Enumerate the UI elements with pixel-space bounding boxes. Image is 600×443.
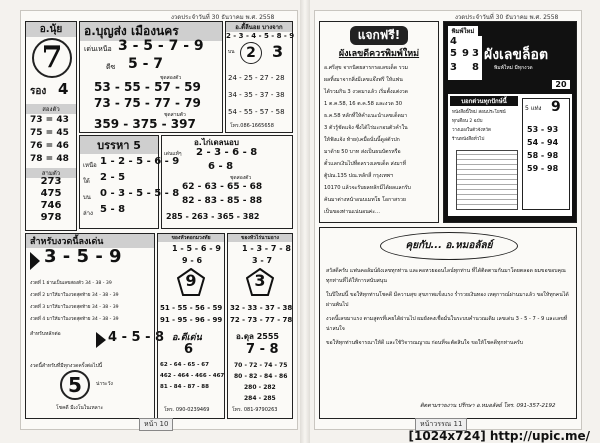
banha-label: ใต้ xyxy=(83,178,90,185)
nui-round-value: 4 xyxy=(58,80,69,98)
nui-threes xyxy=(26,176,76,224)
banha-label: ล่าง xyxy=(83,210,93,217)
free-line: ให้ฟังแจ้ง ท้าย(เคมื่อนั่นนี้ดูล่ตัวปก xyxy=(324,137,400,143)
highlight-circle-label: น่าระวัง xyxy=(96,381,113,387)
letter-box xyxy=(319,227,577,419)
highlight-box xyxy=(25,233,165,419)
ad-grid-cell: 3 xyxy=(472,48,479,59)
dul-list-item: 280 - 282 xyxy=(244,384,276,391)
kaidel-name: อ.ไก่เดลนอบ xyxy=(194,138,239,147)
kaidel-mid: 6 - 8 xyxy=(208,161,234,172)
dul-pairs xyxy=(230,302,292,326)
free-line: มาด้าย 50 บาท ส่งเป็นธนบัตรหรือ xyxy=(324,149,401,155)
banha-label: เหนือ xyxy=(83,162,97,169)
left-header: งวดประจำวันที่ 30 ธันวาคม พ.ศ. 2558 xyxy=(171,14,275,21)
letter-paragraph: งวดนี้เลขมาแรง ตามสูตรที่เคยได้ผ่านไป ผมยังคงเชื่อมั่นในระบบคำนวณเดิม เลขเด่น 3 - 5 - 7 - 9 และเลขที่น่าสนใจ xyxy=(326,316,568,332)
dul-pent: 3 xyxy=(254,271,266,290)
deelee-pair-left: 2 xyxy=(240,42,262,64)
dee-den-name: อ.ดีเด่น xyxy=(172,333,202,343)
nui-pair: 78 = 48 xyxy=(30,154,69,164)
banha-labels xyxy=(83,158,97,222)
boonsong-set-row: 73 - 75 - 77 - 79 xyxy=(94,96,201,110)
deelee-row: 54 - 55 - 57 - 58 xyxy=(228,108,285,116)
dee-den-pent: 9 xyxy=(185,271,197,290)
ad-side-list xyxy=(527,123,558,175)
dee-den-list-item: 81 - 84 - 87 - 88 xyxy=(160,384,209,390)
dee-den-phone: โทร. 090-0239469 xyxy=(164,407,210,413)
nui-round-label: รอง xyxy=(30,86,47,97)
boonsong-row1-label: เด่นเหนือ xyxy=(84,45,112,53)
dee-den-row: 9 - 6 xyxy=(182,256,203,265)
left-page xyxy=(20,10,298,430)
deelee-rows xyxy=(228,70,285,121)
nui-big-number: 7 xyxy=(32,38,72,78)
dul-big: 7 - 8 xyxy=(246,342,279,357)
boonsong-three-label: ชุดสามตัว xyxy=(164,112,186,118)
spine xyxy=(300,0,310,443)
ad-grid-cell: 9 xyxy=(462,48,469,59)
highlight-footer-text: งวดนี้สำหรับที่มีทุกงวดครั้งต่อไปนี้ xyxy=(30,363,103,369)
free-line: ตั๋วแลกเงินไปที่ดลรวงเลขเด็ด ส่งมาที่ xyxy=(324,161,407,167)
dee-den-list-item: 62 - 64 - 65 - 67 xyxy=(160,362,209,368)
free-body xyxy=(324,62,411,218)
dee-den-list xyxy=(160,360,224,393)
ad-lower-lines xyxy=(452,108,506,144)
dul-pair: 72 - 73 - 77 - 78 xyxy=(230,316,293,324)
right-page xyxy=(314,10,582,430)
dee-den-list-item: 462 - 464 - 466 - 467 xyxy=(160,373,225,379)
ad-lower-line: วางแผงในตัวจังหวัด xyxy=(452,128,491,133)
ad-side-label: 5 แท่ง xyxy=(525,105,542,112)
highlight-line: งวดที่ 1 ผ่านเป็นเลขสองตัว 34 - 38 - 39 xyxy=(30,281,112,286)
boonsong-box xyxy=(79,21,223,133)
free-title: แจกฟรี! xyxy=(350,26,408,45)
ad-box xyxy=(443,21,577,223)
dul-list-item: 80 - 82 - 84 - 86 xyxy=(234,373,288,380)
free-line: เป็นของท่านแน่นอนค่ะ... xyxy=(324,209,380,215)
banha-value: 5 - 8 xyxy=(100,204,126,215)
dee-den-box xyxy=(157,233,225,419)
nui-three: 746 xyxy=(40,200,62,211)
free-line: ค้นมาต่างหน้าอนบเมทโย โอกาสรวย xyxy=(324,197,406,203)
highlight-line: งวดที่ 2 มาให้มาในงวดสุดท้าย 34 - 38 - 39 xyxy=(30,293,119,298)
kaidel-top-label: เด่นแท้ๆ xyxy=(164,151,182,157)
letter-body xyxy=(326,266,570,352)
ad-side-item: 54 - 94 xyxy=(527,138,559,147)
letter-heading: คุยกับ... อ.หมอลัลย์ xyxy=(380,232,518,260)
ad-side-item: 59 - 98 xyxy=(527,164,559,173)
dee-den-row: 1 - 5 - 6 - 9 xyxy=(172,244,221,253)
kaidel-top: 2 - 3 - 6 - 8 xyxy=(196,147,258,158)
nui-pair: 73 = 43 xyxy=(30,115,69,125)
nui-pair: 76 = 46 xyxy=(30,141,69,151)
kaidel-tail: 285 - 263 - 365 - 382 xyxy=(166,212,260,221)
kaidel-box xyxy=(161,135,293,229)
ad-side-item: 53 - 93 xyxy=(527,125,559,134)
ad-tag: พิมพ์ใหม่ xyxy=(448,26,478,36)
dee-den-title: ของหัวดอกมวงทัย xyxy=(158,234,224,242)
dul-list xyxy=(234,360,287,404)
banha-value: 0 - 3 - 5 - 5 - 8 xyxy=(100,188,180,199)
highlight-tail: โชคดี มีเงโนในเหลาะ xyxy=(56,405,104,411)
nui-sub-label: สองตัว xyxy=(26,104,76,114)
highlight-line: งวดที่ 3 มาให้มาในงวดสุดท้าย 34 - 38 - 39 xyxy=(30,305,119,310)
dul-list-item: 70 - 72 - 74 - 75 xyxy=(234,362,288,369)
deelee-phone: โทร.086-1665658 xyxy=(230,123,274,129)
deelee-row: 34 - 35 - 37 - 38 xyxy=(228,91,285,99)
nui-three: 273 xyxy=(40,176,62,187)
dee-den-pair: 91 - 95 - 96 - 99 xyxy=(160,316,223,324)
boonsong-three-value: 359 - 375 - 397 xyxy=(94,117,196,131)
letter-paragraph: ขอให้ทุกท่านพิจารณาให้ดี และใช้วิจารณญาณ ก่อนที่จะตัดสินใจ ขอให้โชคดีทุกท่านครับ xyxy=(326,340,523,346)
dul-phone: โทร. 081-9790263 xyxy=(232,407,278,413)
free-sub: ผังเลขดีควรพิมพ์ใหม่ xyxy=(338,49,420,59)
ad-grid-cell: 5 xyxy=(450,48,457,59)
ad-subtitle: พิมพ์ใหม่ มีทุกงวด xyxy=(494,65,533,71)
banha-label: บน xyxy=(83,194,91,201)
free-line: ผลทิ้งมาจากสิ่งมีเลขแจ๊งฟรี ให้แฟน xyxy=(324,77,403,83)
dul-name: อ.ดุล 2555 xyxy=(236,332,279,341)
kaidel-set-row: 82 - 83 - 85 - 88 xyxy=(182,196,263,206)
highlight-line: งวดที่ 4 มาให้มาในงวดสุดท้าย 34 - 38 - 39 xyxy=(30,317,119,322)
ad-side-num: 9 xyxy=(551,99,561,115)
dee-den-pairs xyxy=(160,302,222,326)
right-page-number: หน้าวรรณ 11 xyxy=(415,418,467,431)
deelee-sub: บน xyxy=(228,49,235,55)
nui-title: อ.นุ้ย xyxy=(26,22,76,37)
arrow-right-icon xyxy=(30,252,40,270)
dul-box xyxy=(227,233,293,419)
dul-list-item: 284 - 285 xyxy=(244,395,276,402)
ad-lower xyxy=(448,94,572,216)
highlight-big-row: 3 - 5 - 9 xyxy=(44,246,122,267)
banha-banner: บรรหา 5 xyxy=(80,136,158,154)
ad-lower-line: ร้านหนังสือทั่วไป xyxy=(452,137,485,142)
dul-pair: 32 - 33 - 37 - 38 xyxy=(230,304,293,312)
banha-value: 1 - 2 - 5 - 6 - 9 xyxy=(100,156,180,167)
ad-side-item: 58 - 98 xyxy=(527,151,559,160)
letter-signature: ติดตามรายงาน ปรึกษา อ.หมอลัลย์ โทร. 091-357-2192 xyxy=(420,403,556,409)
free-line: 10170 แล้วจะรับผลหลักมีได้ผลแลกรับ xyxy=(324,185,411,191)
deelee-row: 24 - 25 - 27 - 28 xyxy=(228,74,285,82)
deelee-pair-right: 3 xyxy=(272,42,284,61)
ad-grid xyxy=(448,36,482,80)
letter-paragraph: ในปีใหม่นี้ ขอให้ทุกท่านโชคดี มีความสุข สุขภาพแข็งแรง ร่ำรวยเงินทอง เหตุการณ์ผ่านมาแล้ว ขอให้ทุกคนได้ผ่านพ้นไป xyxy=(326,292,569,308)
kaidel-set-row: 62 - 63 - 65 - 68 xyxy=(182,182,263,192)
ad-title: ผังเลขล็อต xyxy=(484,47,549,63)
free-line: 3 ตัวรู้ชัดแจ้ง ซึ่งได้ไร่มะกอนตัวคำใน xyxy=(324,125,408,131)
highlight-arrow-label: สำหรับหลักต่อ xyxy=(30,331,61,337)
highlight-arrow-row: 4 - 5 - 8 xyxy=(108,330,165,345)
ad-grid-cell: 3 xyxy=(450,62,457,73)
highlight-lines xyxy=(30,278,119,326)
ad-price: 20 xyxy=(552,80,570,89)
highlight-title: สำหรับงวดนี้ลงเด่น xyxy=(26,234,154,248)
kaidel-mid-label: ชุดสองตัว xyxy=(230,175,252,181)
boonsong-title: อ.บุญส่ง เมืองนคร xyxy=(80,22,222,41)
free-line: 1 ต.ค.58, 16 ต.ค.58 และงวด 30 xyxy=(324,101,402,107)
dee-den-pair: 51 - 55 - 56 - 59 xyxy=(160,304,223,312)
boonsong-row2-value: 5 - 7 xyxy=(128,56,164,72)
free-line: ตู้ปณ.135 ปณ.หลักสี่ กรุงเทพฯ xyxy=(324,173,393,179)
dul-title: ของหัวไร่นามอาง xyxy=(228,234,292,242)
ad-lower-line: ทุกเดือน 2 ฉบับ xyxy=(452,119,483,124)
dee-den-big: 6 xyxy=(184,342,194,357)
nui-three: 978 xyxy=(40,212,62,223)
ad-lower-image xyxy=(456,150,518,210)
nui-three: 475 xyxy=(40,188,62,199)
free-line: อ.ศรีสุข จากนิตยสารกรอเลขเด็ด รวม xyxy=(324,65,408,71)
deelee-top: 2 - 3 - 4 - 5 - 8 - 9 xyxy=(226,32,295,40)
nui-three-label: สามตัว xyxy=(26,168,76,178)
banha-value: 2 - 5 xyxy=(100,172,126,183)
free-line: ได้รวมกิน 3 งวดมาแล้ว เริ่มตั้งแต่งวด xyxy=(324,89,409,95)
ad-lower-line: หนังสือนี้ใหม่ สอนประโยชน์ xyxy=(452,110,506,115)
watermark: [1024x724] http://upic.me/ xyxy=(408,429,590,443)
boonsong-set-row: 53 - 55 - 57 - 59 xyxy=(94,80,201,94)
ad-lower-banner: บอกด่วนทุกปักษ์นี้ xyxy=(450,96,518,106)
arrow-right-icon xyxy=(96,332,106,348)
boonsong-set-label: ชุดสองตัว xyxy=(160,75,182,81)
left-page-number: หน้า 10 xyxy=(139,418,173,431)
deelee-title: อ.ดี้ลีนอย บางจาก xyxy=(226,22,292,32)
nui-pairs xyxy=(30,114,69,166)
free-line: ธ.ค.58 หลักที่ให้คำแนะนำเลขเด็ดมา xyxy=(324,113,408,119)
nui-box xyxy=(25,21,77,231)
ad-side xyxy=(522,98,570,210)
nui-pair: 75 = 45 xyxy=(30,128,69,138)
free-box xyxy=(319,21,439,223)
letter-paragraph: สวัสดีครับ แฟนคอลัมน์ผังเลขทุกท่าน และคอหวยออนไลน์ทุกท่าน ที่ได้ติดตามกันมาโดยตลอด ผมขอขอบคุณทุกท่านที่ได้ให้การสนับสนุน xyxy=(326,268,566,284)
dul-row: 3 - 7 xyxy=(252,256,273,265)
boonsong-row1-value: 3 - 5 - 7 - 9 xyxy=(118,38,204,54)
ad-grid-cell: 4 xyxy=(450,36,457,47)
deelee-box xyxy=(225,21,293,133)
right-header: งวดประจำวันที่ 30 ธันวาคม พ.ศ. 2558 xyxy=(455,14,559,21)
boonsong-row2-label: ตีซ xyxy=(106,63,116,71)
highlight-circle: 5 xyxy=(60,370,90,400)
ad-grid-cell: 8 xyxy=(472,62,479,73)
dul-row: 1 - 3 - 7 - 8 xyxy=(242,244,291,253)
